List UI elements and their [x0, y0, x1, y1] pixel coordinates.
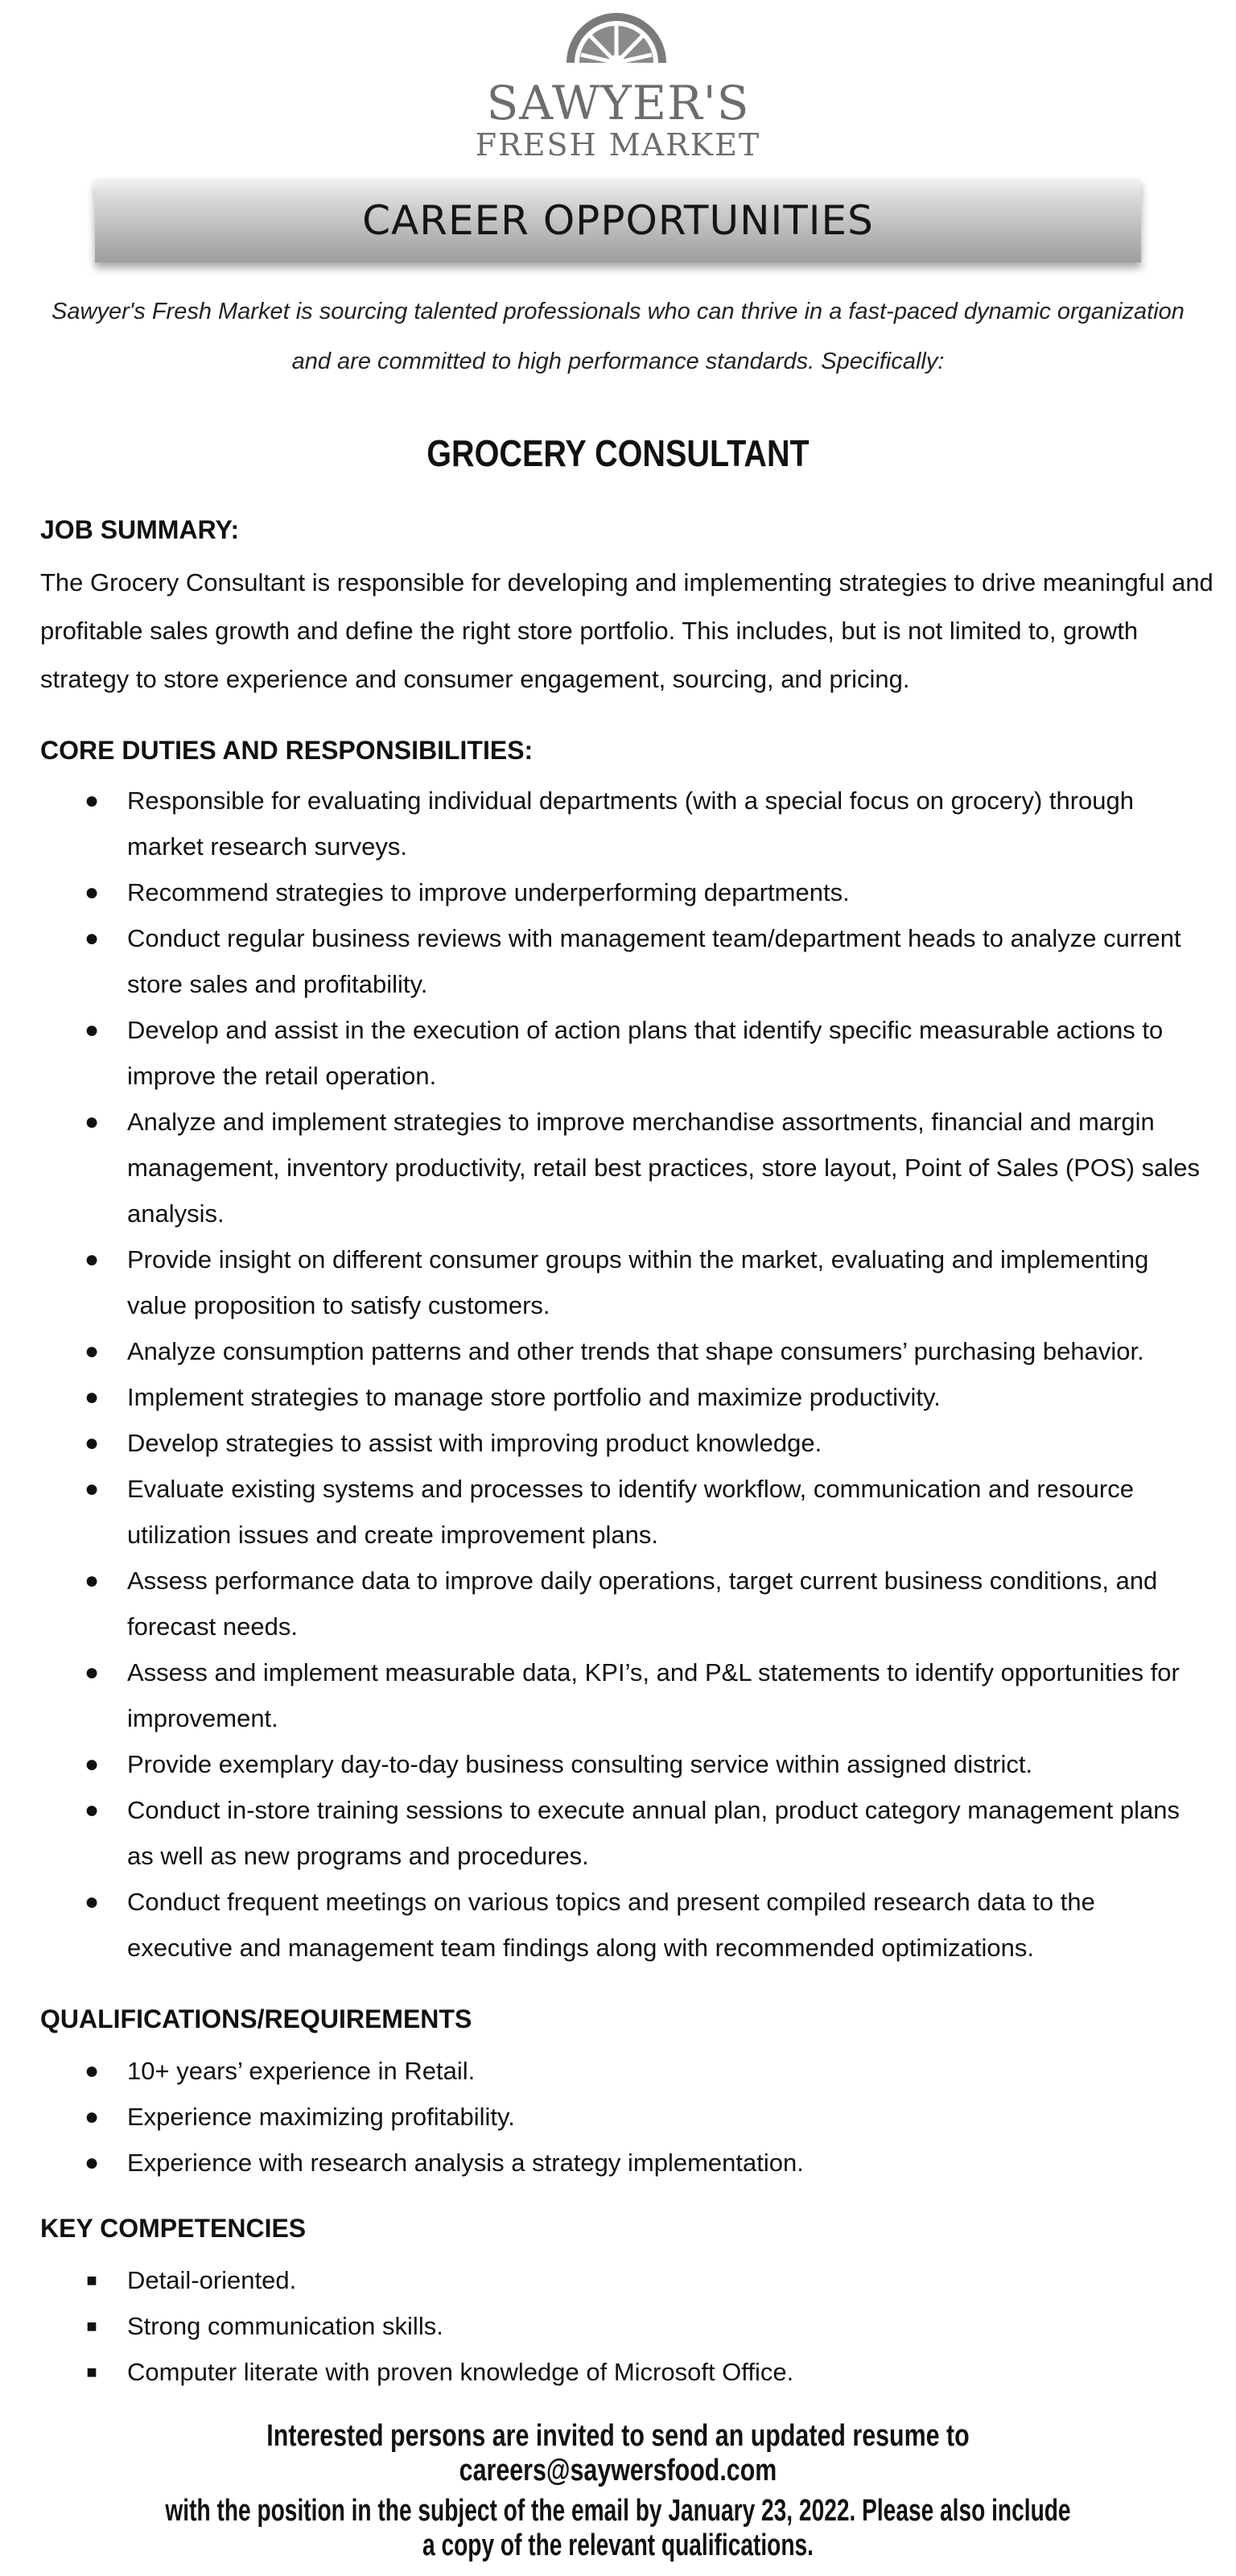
list-item	[0, 1741, 1236, 1787]
bullet-icon: ●	[84, 1476, 100, 1502]
list-item	[0, 2257, 1236, 2303]
list-item-text: Implement strategies to manage store portfolio and maximize productivity.	[127, 1383, 941, 1411]
list-item-text: Develop and assist in the execution of action plans that identify specific measurable actions to improve the retail operation.	[127, 1016, 1164, 1090]
list-item-text: Strong communication skills.	[127, 2312, 443, 2340]
bullet-icon: ●	[84, 1889, 100, 1915]
list-item-text: Assess performance data to improve daily operations, target current business conditions, and forecast needs.	[127, 1567, 1158, 1641]
logo-name: SAWYER'S	[486, 76, 750, 130]
list-item-text: Computer literate with proven knowledge of Microsoft Office.	[127, 2358, 794, 2386]
list-item	[0, 1787, 1236, 1879]
list-item	[0, 1879, 1236, 1971]
square-bullet-icon: ■	[86, 2270, 97, 2290]
list-item-text: Responsible for evaluating individual departments (with a special focus on grocery) through market research surveys.	[127, 786, 1135, 861]
square-bullet-icon: ■	[86, 2316, 97, 2336]
career-banner	[95, 179, 1141, 262]
bullet-icon: ●	[84, 1797, 100, 1823]
list-item-text: Experience maximizing profitability.	[127, 2103, 515, 2131]
list-item	[0, 1420, 1236, 1466]
bullet-icon: ●	[84, 2103, 100, 2130]
bullet-icon: ●	[84, 1659, 100, 1686]
list-item-text: Provide exemplary day-to-day business consulting service within assigned district.	[127, 1750, 1033, 1778]
job-summary-heading: JOB SUMMARY:	[40, 515, 240, 544]
list-item-text: Recommend strategies to improve underperforming departments.	[127, 878, 850, 906]
bullet-icon: ●	[84, 925, 100, 952]
bullet-icon: ●	[84, 1246, 100, 1273]
footer-instructions-line-2: with the position in the subject of the email by January 23, 2022. Please also include a copy of the relevant qualifications.	[165, 2494, 1071, 2562]
core-duties-heading: CORE DUTIES AND RESPONSIBILITIES:	[40, 736, 534, 765]
list-item-text: Develop strategies to assist with improving product knowledge.	[127, 1429, 822, 1457]
bullet-icon: ●	[84, 1430, 100, 1456]
banner-title: CAREER OPPORTUNITIES	[362, 197, 874, 244]
list-item-text: 10+ years’ experience in Retail.	[127, 2057, 476, 2085]
list-item	[0, 1236, 1236, 1328]
list-item	[0, 2048, 1236, 2094]
bullet-icon: ●	[84, 1108, 100, 1135]
list-item-text: Assess and implement measurable data, KPI’s, and P&L statements to identify opportunities for improvement.	[127, 1658, 1180, 1732]
list-item-text: Analyze and implement strategies to improve merchandise assortments, financial and margin management, inventory productivity, retail best practices, store layout, Point of Sales (POS) sales analysis.	[127, 1108, 1201, 1228]
qualifications-heading: QUALIFICATIONS/REQUIREMENTS	[40, 2004, 472, 2033]
qualifications-list	[0, 2048, 1236, 2186]
list-item	[0, 1558, 1236, 1649]
bullet-icon: ●	[84, 1751, 100, 1777]
competencies-heading: KEY COMPETENCIES	[40, 2214, 307, 2243]
square-bullet-icon: ■	[86, 2362, 97, 2382]
competencies-list	[0, 2257, 1236, 2395]
bullet-icon: ●	[84, 2149, 100, 2176]
list-item-text: Conduct frequent meetings on various topics and present compiled research data to the executive and management team findings along with recommended optimizations.	[127, 1888, 1095, 1962]
citrus-slice-icon	[563, 6, 670, 64]
list-item-text: Analyze consumption patterns and other trends that shape consumers’ purchasing behavior.	[127, 1337, 1144, 1365]
bullet-icon: ●	[84, 2058, 100, 2084]
list-item-text: Conduct regular business reviews with management team/department heads to analyze current store sales and profitability.	[127, 924, 1181, 998]
list-item	[0, 1466, 1236, 1558]
footer-instructions-line-1: Interested persons are invited to send an updated resume to careers@saywersfood.com	[266, 2419, 970, 2487]
list-item-text: Evaluate existing systems and processes to identify workflow, communication and resource utilization issues and create improvement plans.	[127, 1475, 1134, 1549]
logo-subtitle: FRESH MARKET	[475, 127, 761, 163]
list-item	[0, 1328, 1236, 1374]
list-item-text: Detail-oriented.	[127, 2266, 297, 2294]
list-item-text: Provide insight on different consumer groups within the market, evaluating and implementing value proposition to satisfy customers.	[127, 1245, 1149, 1319]
list-item	[0, 1007, 1236, 1099]
list-item	[0, 1649, 1236, 1741]
list-item	[0, 869, 1236, 915]
bullet-icon: ●	[84, 1384, 100, 1410]
list-item	[0, 915, 1236, 1007]
intro-text: Sawyer's Fresh Market is sourcing talented professionals who can thrive in a fast-paced dynamic organization and are committed to high performance standards. Specifically:	[52, 299, 1184, 374]
list-item	[0, 1099, 1236, 1236]
list-item	[0, 1374, 1236, 1420]
job-title: GROCERY CONSULTANT	[426, 432, 810, 474]
bullet-icon: ●	[84, 1338, 100, 1364]
list-item	[0, 2094, 1236, 2140]
list-item	[0, 778, 1236, 869]
bullet-icon: ●	[84, 1017, 100, 1043]
list-item	[0, 2349, 1236, 2395]
list-item-text: Conduct in-store training sessions to execute annual plan, product category management plans as well as new programs and procedures.	[127, 1796, 1180, 1870]
core-duties-list	[0, 778, 1236, 1971]
list-item	[0, 2303, 1236, 2349]
job-summary-text: The Grocery Consultant is responsible for developing and implementing strategies to drive meaningful and profitable sales growth and define the right store portfolio. This includes, but is not limited to, growth strategy to store experience and consumer engagement, sourcing, and pricing.	[40, 568, 1213, 693]
list-item-text: Experience with research analysis a strategy implementation.	[127, 2149, 804, 2177]
bullet-icon: ●	[84, 879, 100, 906]
list-item	[0, 2140, 1236, 2186]
bullet-icon: ●	[84, 787, 100, 814]
bullet-icon: ●	[84, 1567, 100, 1594]
